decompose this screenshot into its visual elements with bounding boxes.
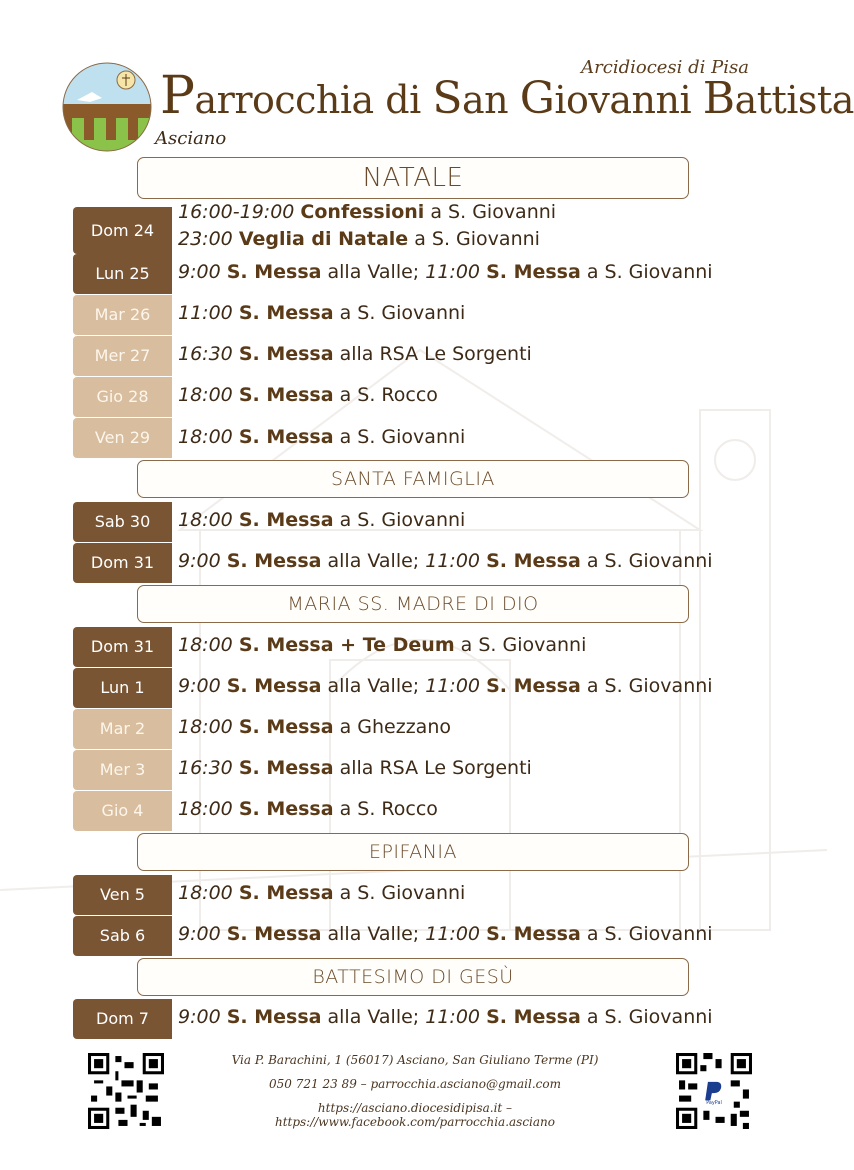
footer-address: Via P. Barachini, 1 (56017) Asciano, San Giuliano Terme (PI) — [231, 1053, 599, 1067]
schedule-entry: 18:00 S. Messa a Ghezzano — [178, 716, 451, 738]
section-natale: NATALE — [137, 157, 689, 199]
day-tag: Gio 28 — [73, 377, 172, 417]
schedule-entry: 9:00 S. Messa alla Valle; 11:00 S. Messa a S. Giovanni — [178, 550, 713, 572]
footer-contact: 050 721 23 89 – parrocchia.asciano@gmail.com — [269, 1077, 561, 1091]
day-tag: Lun 25 — [73, 254, 172, 294]
schedule-entry: 9:00 S. Messa alla Valle; 11:00 S. Messa a S. Giovanni — [178, 923, 713, 945]
schedule-entry: 18:00 S. Messa a S. Giovanni — [178, 882, 466, 904]
parish-logo — [62, 62, 152, 152]
schedule-entry: 9:00 S. Messa alla Valle; 11:00 S. Messa a S. Giovanni — [178, 1006, 713, 1028]
section-epifania: EPIFANIA — [137, 833, 689, 871]
schedule-entry: 18:00 S. Messa + Te Deum a S. Giovanni — [178, 634, 587, 656]
schedule-entry: 18:00 S. Messa a S. Rocco — [178, 384, 438, 406]
day-tag: Mer 27 — [73, 336, 172, 376]
schedule-entry: 18:00 S. Messa a S. Giovanni — [178, 426, 466, 448]
day-tag: Ven 29 — [73, 418, 172, 458]
qr-code-website — [88, 1053, 164, 1129]
schedule-entry: 11:00 S. Messa a S. Giovanni — [178, 302, 466, 324]
day-tag: Dom 7 — [73, 999, 172, 1039]
day-tag: Mar 26 — [73, 295, 172, 335]
section-santa-famiglia: SANTA FAMIGLIA — [137, 460, 689, 498]
footer-links: https://asciano.diocesidipisa.it – https://www.facebook.com/parrocchia.asciano — [274, 1101, 556, 1129]
schedule-entry: 16:00-19:00 Confessioni a S. Giovanni 23:00 Veglia di Natale a S. Giovanni — [178, 201, 557, 250]
schedule-entry: 18:00 S. Messa a S. Rocco — [178, 798, 438, 820]
subtitle: Asciano — [155, 128, 227, 149]
day-tag: Sab 30 — [73, 502, 172, 542]
day-tag: Mar 2 — [73, 709, 172, 749]
schedule-entry: 16:30 S. Messa alla RSA Le Sorgenti — [178, 343, 532, 365]
day-tag: Mer 3 — [73, 750, 172, 790]
day-tag: Ven 5 — [73, 875, 172, 915]
day-tag: Dom 31 — [73, 627, 172, 667]
schedule-entry: 9:00 S. Messa alla Valle; 11:00 S. Messa a S. Giovanni — [178, 261, 713, 283]
qr-code-paypal — [676, 1053, 752, 1129]
page-title: Parrocchia di San Giovanni Battista — [160, 66, 854, 126]
day-tag: Dom 31 — [73, 543, 172, 583]
archdiocese-label: Arcidiocesi di Pisa — [581, 57, 749, 78]
section-battesimo: BATTESIMO DI GESÙ — [137, 958, 689, 996]
day-tag: Lun 1 — [73, 668, 172, 708]
schedule-entry: 18:00 S. Messa a S. Giovanni — [178, 509, 466, 531]
day-tag: Gio 4 — [73, 791, 172, 831]
day-tag: Dom 24 — [73, 207, 172, 254]
paypal-label: PayPal — [706, 1100, 722, 1107]
schedule-entry: 9:00 S. Messa alla Valle; 11:00 S. Messa a S. Giovanni — [178, 675, 713, 697]
section-maria-madre-di-dio: MARIA SS. MADRE DI DIO — [137, 585, 689, 623]
schedule-entry: 16:30 S. Messa alla RSA Le Sorgenti — [178, 757, 532, 779]
day-tag: Sab 6 — [73, 916, 172, 956]
